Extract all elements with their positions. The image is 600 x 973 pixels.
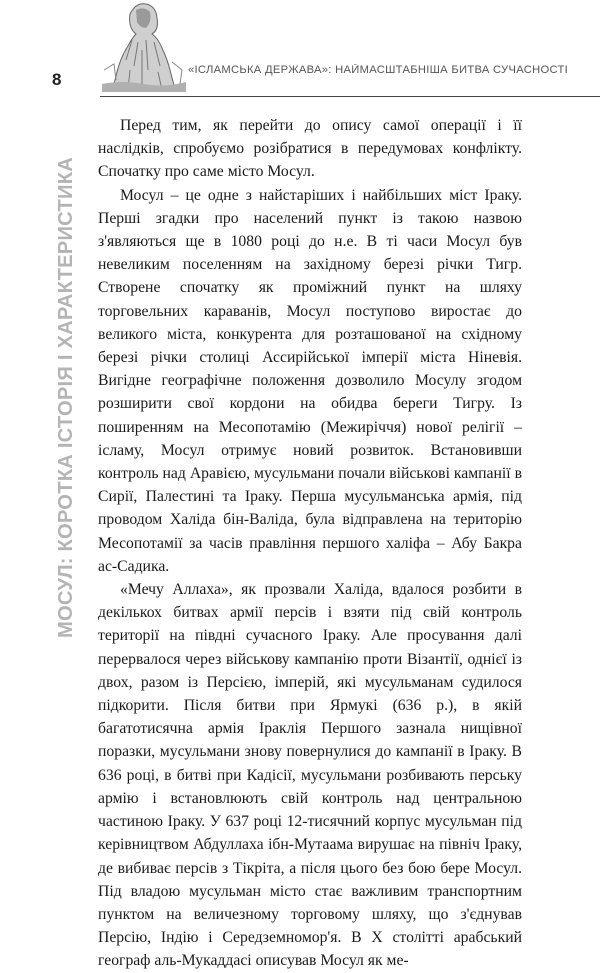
page-number: 8 [52,70,62,89]
side-title-text: МОСУЛ: КОРОТКА ІСТОРІЯ І ХАРАКТЕРИСТИКА [54,157,77,639]
paragraph: Мосул – це одне з найстаріших і найбільших міст Іраку. Перші згадки про населений пункт із такою назвою з'являються ще в 1080 році до н.е. В ті часи Мосул був невеликим поселенням на західному березі річки Тигр. Створене спочатку як проміжний пункт на шляху торговельних караванів, Мосул поступово виростає до великого міста, конкурента для розташованої на східному березі річки столиці Ассирійської імперії міста Ніневія. Вигідне географічне положення дозволило Мосулу згодом розширити свої кордони на обидва береги Тигру. Із поширенням на Месопотамію (Межиріччя) нової релігії – ісламу, Мосул отримує новий розвиток. Встановивши контроль над Аравією, мусульмани почали військові кампанії в Сирії, Палестині та Іраку. Перша мусульманська армія, під проводом Халіда бін-Валіда, була відправлена на територію Месопотамії за часів правління першого халіфа – Абу Бакра ас-Садика. [98,186,522,575]
running-head: «ІСЛАМСЬКА ДЕРЖАВА»: НАЙМАСШТАБНІША БИТВА СУЧАСНОСТІ [188,64,569,76]
paragraph: Перед тим, як перейти до опису самої операції і її наслідків, спробуємо розібратися в передумовах конфлікту. Спочатку про саме місто Мосул. [98,117,522,181]
body-text [98,114,522,973]
header-rule [100,96,600,97]
paragraph: «Мечу Аллаха», як прозвали Халіда, вдалося розбити в декількох битвах армії персів і взяти під свій контроль території на півдні сучасного Іраку. Але просування далі перервалося через військову кампанію проти Візантії, однієї із двох, разом із Персією, імперій, які мусульманам судилося підкорити. Після битви при Ярмукі (636 р.), в якій багатотисячна армія Іраклія Першого зазнала нищівної поразки, мусульмани знову повернулися до кампанії в Іраку. В 636 році, в битві при Кадісії, мусульмани розбивають перську армію і встановлюють свій контроль над центральною частиною Іраку. У 637 році 12-тисячний корпус мусульман під керівництвом Абдуллаха ібн-Мутаама вирушає на північ Іраку, де вибиває персів з Тікріта, а після цього без бою бере Мосул. Під владою мусульман місто стає важливим транспортним пунктом на величезному торговому шляху, що з'єднував Персію, Індію і Середземномор'я. В X столітті арабський географ аль-Мукаддасі описував Мосул як ме- [98,581,522,970]
side-title [50,119,82,677]
header-illustration [102,0,186,92]
